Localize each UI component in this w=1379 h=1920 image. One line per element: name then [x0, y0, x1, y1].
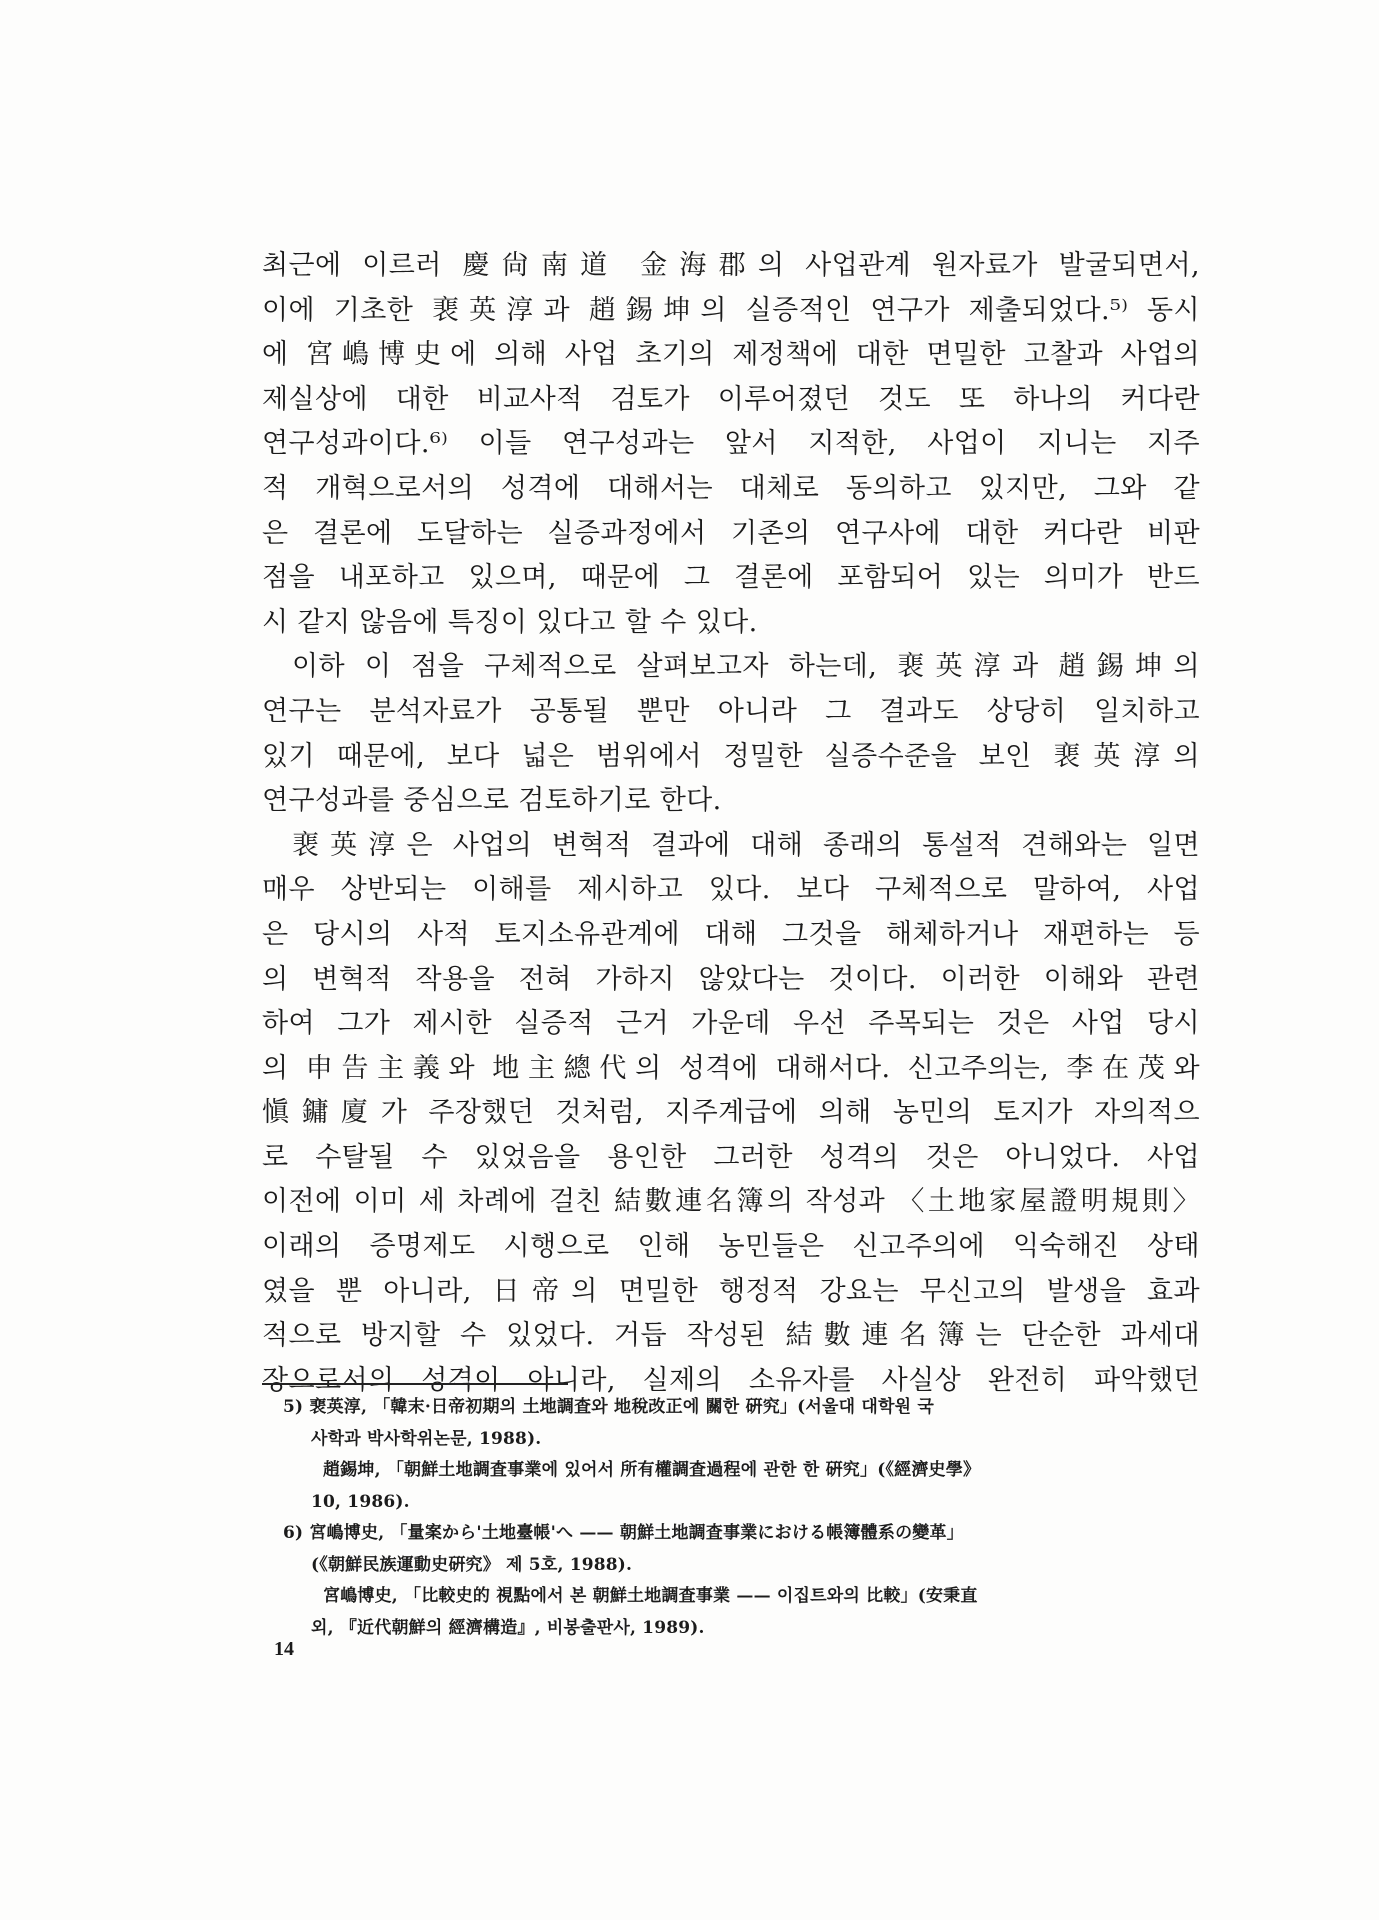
body-line: 시 같지 않음에 특징이 있다고 할 수 있다. — [262, 606, 758, 638]
body-line: 연구는 분석자료가 공통될 뿐만 아니라 그 결과도 상당히 일치하고 — [262, 695, 1200, 727]
body-line: 이에 기초한 裵英淳과 趙錫坤의 실증적인 연구가 제출되었다.⁵⁾ 동시 — [262, 294, 1200, 326]
body-line: 있기 때문에, 보다 넓은 범위에서 정밀한 실증수준을 보인 裵英淳의 — [262, 740, 1200, 772]
body-line: 의 변혁적 작용을 전혀 가하지 않았다는 것이다. 이러한 이해와 관련 — [262, 963, 1200, 995]
footnote-divider — [262, 1383, 568, 1385]
body-line: 로 수탈될 수 있었음을 용인한 그러한 성격의 것은 아니었다. 사업 — [262, 1141, 1200, 1173]
body-line: 愼鏞廈가 주장했던 것처럼, 지주계급에 의해 농민의 토지가 자의적으 — [262, 1097, 1200, 1129]
footnotes — [283, 1392, 1198, 1644]
body-line: 裵英淳은 사업의 변혁적 결과에 대해 종래의 통설적 견해와는 일면 — [292, 829, 1200, 861]
body-line: 점을 내포하고 있으며, 때문에 그 결론에 포함되어 있는 의미가 반드 — [262, 562, 1200, 594]
footnote-5-continuation: 10, 1986). — [311, 1491, 410, 1512]
body-line: 매우 상반되는 이해를 제시하고 있다. 보다 구체적으로 말하여, 사업 — [262, 874, 1200, 906]
body-line: 장으로서의 성격이 아니라, 실제의 소유자를 사실상 완전히 파악했던 — [262, 1364, 1200, 1396]
body-line: 은 당시의 사적 토지소유관계에 대해 그것을 해체하거나 재편하는 등 — [262, 918, 1200, 950]
body-line: 였을 뿐 아니라, 日帝의 면밀한 행정적 강요는 무신고의 발생을 효과 — [262, 1275, 1200, 1307]
body-line: 연구성과를 중심으로 검토하기로 한다. — [262, 785, 722, 817]
footnote-5-continuation: 사학과 박사학위논문, 1988). — [311, 1428, 542, 1449]
body-line: 에 宮嶋博史에 의해 사업 초기의 제정책에 대한 면밀한 고찰과 사업의 — [262, 339, 1200, 371]
footnote-5-second-reference: 趙錫坤, 「朝鮮土地調査事業에 있어서 所有權調査過程에 관한 한 硏究」(《經濟史學》 — [323, 1460, 981, 1480]
body-line: 이전에 이미 세 차례에 걸친 結數連名簿의 작성과 〈土地家屋證明規則〉 — [262, 1186, 1200, 1218]
footnote-5: 5) 裵英淳, 「韓末·日帝初期의 土地調査와 地稅改正에 關한 硏究」(서울대 대학원 국 — [283, 1397, 934, 1417]
footnote-6-second-reference: 宮嶋博史, 「比較史的 視點에서 본 朝鮮土地調査事業 —— 이집트와의 比較」(安秉直 — [323, 1586, 978, 1606]
body-line: 연구성과이다.⁶⁾ 이들 연구성과는 앞서 지적한, 사업이 지니는 지주 — [262, 428, 1200, 460]
page-number: 14 — [274, 1638, 294, 1660]
footnote-6: 6) 宮嶋博史, 「量案から'土地臺帳'へ —— 朝鮮土地調査事業における帳簿體系の變革」 — [283, 1523, 964, 1543]
body-line: 적 개혁으로서의 성격에 대해서는 대체로 동의하고 있지만, 그와 같 — [262, 472, 1200, 504]
body-line: 최근에 이르러 慶尙南道 金海郡의 사업관계 원자료가 발굴되면서, — [262, 250, 1200, 281]
body-text — [262, 244, 1200, 1403]
body-line: 적으로 방지할 수 있었다. 거듭 작성된 結數連名簿는 단순한 과세대 — [262, 1320, 1200, 1352]
footnote-6-continuation: 외, 『近代朝鮮의 經濟構造』, 비봉출판사, 1989). — [311, 1617, 705, 1638]
body-line: 제실상에 대한 비교사적 검토가 이루어졌던 것도 또 하나의 커다란 — [262, 383, 1200, 415]
footnote-6-continuation: (《朝鮮民族運動史硏究》 제 5호, 1988). — [311, 1554, 633, 1575]
body-line: 의 申告主義와 地主總代의 성격에 대해서다. 신고주의는, 李在茂와 — [262, 1052, 1200, 1084]
body-line: 이하 이 점을 구체적으로 살펴보고자 하는데, 裵英淳과 趙錫坤의 — [292, 651, 1200, 683]
body-line: 하여 그가 제시한 실증적 근거 가운데 우선 주목되는 것은 사업 당시 — [262, 1008, 1200, 1040]
body-line: 은 결론에 도달하는 실증과정에서 기존의 연구사에 대한 커다란 비판 — [262, 517, 1200, 549]
body-line: 이래의 증명제도 시행으로 인해 농민들은 신고주의에 익숙해진 상태 — [262, 1231, 1200, 1263]
